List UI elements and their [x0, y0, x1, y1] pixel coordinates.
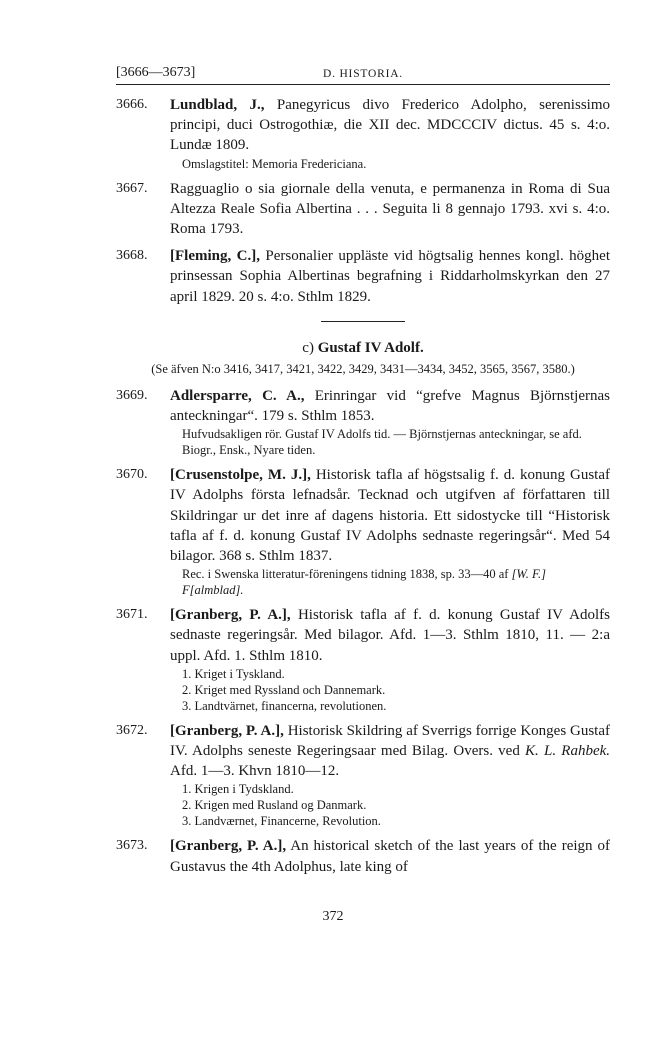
subsection-letter: c) — [302, 339, 314, 356]
entry-title: Ragguaglio o sia giornale della venuta, e permanenza in Roma di Sua Altezza Reale Sofia Albertina . . . Seguita li 8 gennajo 1793. xvi s. 4:o. Roma 1793. — [170, 180, 610, 238]
entry-imprint: Afd. 1—3. Khvn 1810—12. — [170, 763, 340, 780]
entry-text — [170, 465, 610, 566]
entry-text — [170, 605, 610, 666]
entry-number: 3667. — [116, 180, 148, 196]
page-number: 372 — [322, 909, 344, 924]
entry-3669 — [116, 386, 610, 458]
entry-3666 — [116, 95, 610, 172]
entry-note: Hufvudsakligen rör. Gustaf IV Adolfs tid. — Björnstjernas anteckningar, se afd. Biogr., Ensk., Nyare tiden. — [182, 427, 582, 458]
entry-author: [Crusenstolpe, M. J.], — [170, 467, 311, 484]
entry-text — [170, 386, 610, 426]
entry-number: 3672. — [116, 722, 148, 738]
entry-author: [Granberg, P. A.], — [170, 607, 291, 624]
header-rule — [116, 84, 610, 85]
see-also-note: (Se äfven N:o 3416, 3417, 3421, 3422, 3429, 3431—3434, 3452, 3565, 3567, 3580.) — [151, 361, 575, 376]
entry-text — [170, 836, 610, 876]
entry-3670 — [116, 465, 610, 598]
subsection-name: Gustaf IV Adolf. — [317, 339, 424, 356]
entry-title: Historisk tafla af högstsalig f. d. konung Gustaf IV Adolphs första lefnadsår. Tecknad och utgifven af författaren till Skildringar ur det inre af dagens historia. Ett sidostycke till “Historisk tafla af f. d. konung Gustaf IV Adolphs sednaste regeringsår“. Med 54 bilagor. 368 s. Sthlm 1837. — [170, 467, 610, 565]
section-title: D. HISTORIA. — [323, 68, 403, 80]
list-item: 3. Landtvärnet, financerna, revolutionen. — [182, 698, 387, 713]
entry-number: 3668. — [116, 248, 148, 264]
note-text: Rec. i Swenska litteratur-föreningens tidning 1838, sp. 33—40 af — [182, 567, 512, 582]
entry-number: 3669. — [116, 387, 148, 403]
entry-3673 — [116, 836, 610, 876]
entry-3672 — [116, 721, 610, 830]
entry-title: Panegyricus divo Frederico Adolpho, serenissimo principi, duci Ostrogothiæ, die XII dec. MDCCCIV dictus. 45 s. 4:o. Lundæ 1809. — [170, 97, 610, 154]
translator-name: K. L. Rahbek. — [525, 743, 611, 760]
entry-title: Historisk tafla af f. d. konung Gustaf IV Adolfs sednaste regeringsår. Med bilagor. Afd. 1—3. Sthlm 1810, 11. — 2:a uppl. Afd. 1. Sthlm 1810. — [170, 607, 611, 664]
entry-author: Lundblad, J., — [170, 97, 265, 113]
entry-number: 3666. — [116, 97, 148, 112]
entry-note — [170, 566, 610, 598]
entry-title: Historisk Skildring af Sverrigs forrige Konges Gustaf IV. Adolphs seneste Regeringsaar med Bilag. Overs. ved — [170, 722, 611, 760]
running-head — [116, 62, 610, 84]
entry-text — [170, 246, 610, 307]
entry-3671 — [116, 605, 610, 714]
entry-note: Omslagstitel: Memoria Fredericiana. — [182, 156, 367, 171]
entry-text — [170, 95, 610, 156]
list-item: 1. Kriget i Tyskland. — [182, 666, 285, 681]
page-body — [116, 95, 610, 884]
list-item: 2. Kriget med Ryssland och Dannemark. — [182, 682, 386, 697]
section-divider — [321, 321, 405, 322]
entry-author: [Granberg, P. A.], — [170, 838, 287, 855]
list-item: 1. Krigen i Tydskland. — [182, 782, 294, 797]
list-item: 2. Krigen med Rusland og Danmark. — [182, 798, 367, 813]
entry-title: Erinringar vid “grefve Magnus Björnstjernas anteckningar“. 179 s. Sthlm 1853. — [170, 387, 610, 425]
entry-author: [Granberg, P. A.], — [170, 722, 284, 739]
entry-3667 — [116, 179, 610, 240]
entry-text — [170, 721, 610, 782]
entry-range: [3666—3673] — [116, 65, 196, 80]
list-item: 3. Landværnet, Financerne, Revolution. — [182, 814, 381, 829]
subsection-heading — [116, 340, 610, 357]
entry-title: Personalier uppläste vid högtsalig hennes kongl. höghet prinsessan Sophia Albertinas begrafning i Riddarholmskyrkan den 27 april 1829. 20 s. 4:o. Sthlm 1829. — [170, 248, 610, 305]
entry-number: 3670. — [116, 467, 148, 483]
entry-author: Adlersparre, C. A., — [170, 387, 305, 404]
entry-number: 3673. — [116, 838, 148, 854]
entry-author: [Fleming, C.], — [170, 248, 260, 265]
entry-3668 — [116, 246, 610, 307]
entry-title: An historical sketch of the last years of the reign of Gustavus the 4th Adolphus, late king of — [170, 838, 610, 875]
note-reviewer: [W. F.] F[almblad]. — [182, 567, 546, 598]
entry-number: 3671. — [116, 607, 148, 623]
part-list — [170, 781, 610, 829]
part-list — [170, 666, 610, 714]
